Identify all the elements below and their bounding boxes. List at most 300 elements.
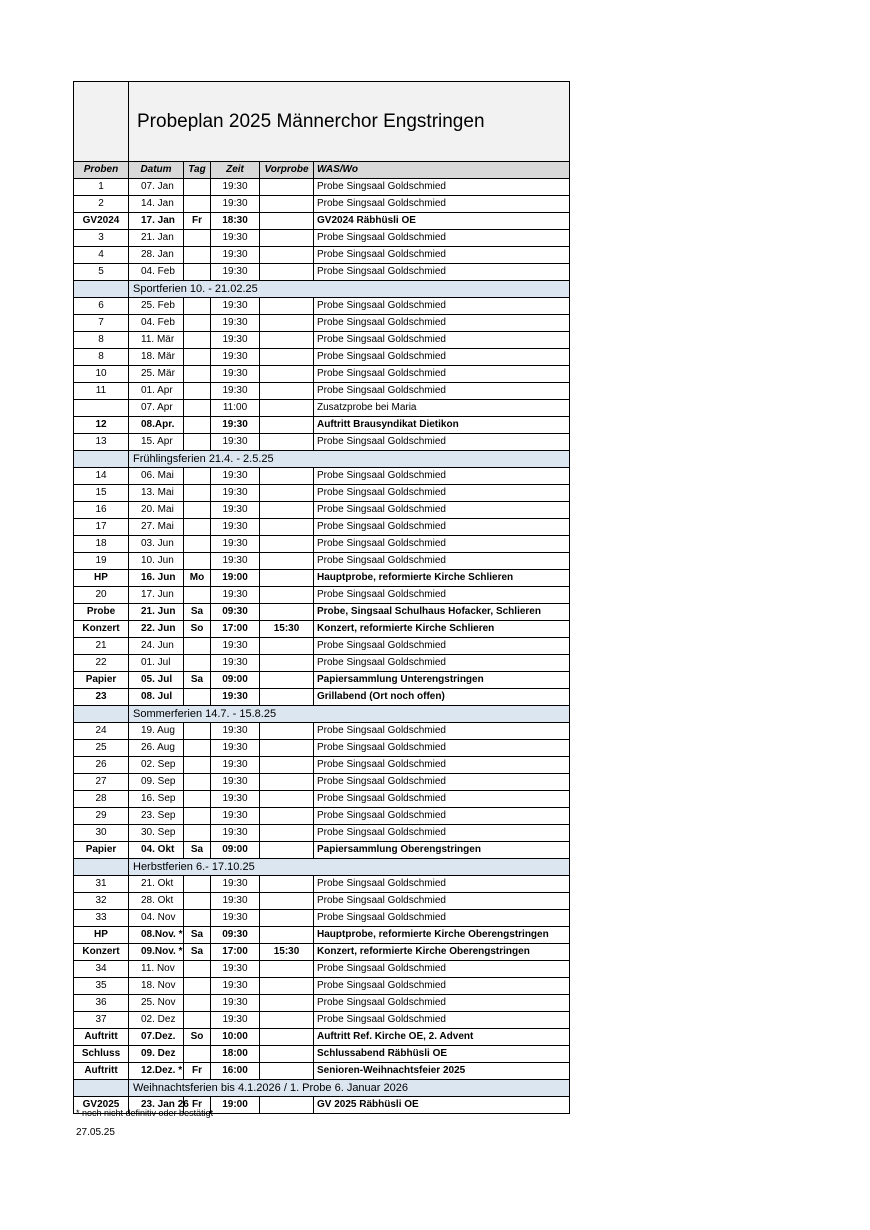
cell-datum: 13. Mai (129, 485, 184, 502)
holiday-blank-cell (74, 451, 129, 468)
cell-proben: 21 (74, 638, 129, 655)
cell-datum: 06. Mai (129, 468, 184, 485)
cell-proben: 19 (74, 553, 129, 570)
cell-proben: 2 (74, 196, 129, 213)
cell-zeit: 19:30 (211, 1012, 260, 1029)
cell-datum: 09. Sep (129, 774, 184, 791)
cell-datum: 09. Dez (129, 1046, 184, 1063)
cell-was: Probe Singsaal Goldschmied (314, 808, 570, 825)
cell-proben: 18 (74, 536, 129, 553)
cell-proben: 30 (74, 825, 129, 842)
schedule-table (73, 81, 570, 1114)
cell-proben: Papier (74, 842, 129, 859)
cell-zeit: 19:30 (211, 468, 260, 485)
cell-zeit: 19:30 (211, 961, 260, 978)
cell-vorprobe: 15:30 (260, 621, 314, 638)
cell-tag (184, 264, 211, 281)
cell-datum: 28. Jan (129, 247, 184, 264)
cell-zeit: 19:30 (211, 349, 260, 366)
cell-tag: Mo (184, 570, 211, 587)
holiday-row (74, 706, 570, 723)
cell-proben: 3 (74, 230, 129, 247)
cell-tag: Fr (184, 1097, 211, 1114)
cell-was: Auftritt Ref. Kirche OE, 2. Advent (314, 1029, 570, 1046)
cell-datum: 25. Nov (129, 995, 184, 1012)
cell-vorprobe (260, 723, 314, 740)
cell-tag (184, 740, 211, 757)
cell-datum: 21. Jan (129, 230, 184, 247)
table-row (74, 621, 570, 638)
cell-proben: 32 (74, 893, 129, 910)
cell-was: Senioren-Weihnachtsfeier 2025 (314, 1063, 570, 1080)
cell-vorprobe (260, 264, 314, 281)
holiday-label: Frühlingsferien 21.4. - 2.5.25 (129, 451, 570, 468)
cell-proben: 37 (74, 1012, 129, 1029)
cell-vorprobe (260, 519, 314, 536)
cell-was: GV 2025 Räbhüsli OE (314, 1097, 570, 1114)
cell-proben: 10 (74, 366, 129, 383)
cell-proben: 4 (74, 247, 129, 264)
cell-proben (74, 400, 129, 417)
cell-vorprobe (260, 417, 314, 434)
cell-datum: 21. Jun (129, 604, 184, 621)
cell-proben: 12 (74, 417, 129, 434)
cell-tag (184, 468, 211, 485)
cell-tag: Sa (184, 842, 211, 859)
header-proben: Proben (74, 162, 129, 179)
cell-zeit: 19:30 (211, 264, 260, 281)
cell-proben: 14 (74, 468, 129, 485)
cell-was: Probe Singsaal Goldschmied (314, 757, 570, 774)
cell-datum: 04. Feb (129, 315, 184, 332)
cell-zeit: 19:30 (211, 502, 260, 519)
table-row (74, 876, 570, 893)
cell-vorprobe (260, 910, 314, 927)
cell-zeit: 19:30 (211, 485, 260, 502)
cell-was: Papiersammlung Unterengstringen (314, 672, 570, 689)
cell-tag: Fr (184, 1063, 211, 1080)
cell-datum: 18. Mär (129, 349, 184, 366)
cell-vorprobe (260, 349, 314, 366)
cell-proben: Schluss (74, 1046, 129, 1063)
cell-datum: 28. Okt (129, 893, 184, 910)
cell-zeit: 19:30 (211, 876, 260, 893)
table-row (74, 825, 570, 842)
table-row (74, 485, 570, 502)
cell-vorprobe (260, 400, 314, 417)
table-row (74, 298, 570, 315)
cell-vorprobe (260, 1097, 314, 1114)
cell-was: Konzert, reformierte Kirche Oberengstringen (314, 944, 570, 961)
cell-proben: Konzert (74, 944, 129, 961)
table-row (74, 213, 570, 230)
cell-vorprobe (260, 434, 314, 451)
cell-datum: 16. Jun (129, 570, 184, 587)
cell-datum: 18. Nov (129, 978, 184, 995)
cell-zeit: 19:30 (211, 230, 260, 247)
cell-tag (184, 876, 211, 893)
cell-proben: 1 (74, 179, 129, 196)
cell-zeit: 10:00 (211, 1029, 260, 1046)
cell-was: Probe Singsaal Goldschmied (314, 485, 570, 502)
cell-was: Zusatzprobe bei Maria (314, 400, 570, 417)
holiday-blank-cell (74, 1080, 129, 1097)
cell-zeit: 19:00 (211, 1097, 260, 1114)
cell-vorprobe (260, 315, 314, 332)
cell-tag: Sa (184, 604, 211, 621)
cell-datum: 23. Sep (129, 808, 184, 825)
cell-zeit: 18:00 (211, 1046, 260, 1063)
cell-datum: 04. Feb (129, 264, 184, 281)
cell-tag (184, 332, 211, 349)
cell-was: Probe Singsaal Goldschmied (314, 893, 570, 910)
cell-was: GV2024 Räbhüsli OE (314, 213, 570, 230)
cell-zeit: 09:30 (211, 604, 260, 621)
cell-vorprobe (260, 757, 314, 774)
cell-proben: 34 (74, 961, 129, 978)
cell-zeit: 11:00 (211, 400, 260, 417)
cell-vorprobe (260, 638, 314, 655)
cell-zeit: 16:00 (211, 1063, 260, 1080)
cell-tag: Sa (184, 672, 211, 689)
cell-zeit: 19:30 (211, 366, 260, 383)
cell-zeit: 19:30 (211, 332, 260, 349)
table-row (74, 842, 570, 859)
cell-datum: 19. Aug (129, 723, 184, 740)
cell-datum: 08.Nov. * (129, 927, 184, 944)
cell-was: Probe Singsaal Goldschmied (314, 383, 570, 400)
cell-vorprobe (260, 604, 314, 621)
cell-vorprobe (260, 961, 314, 978)
cell-zeit: 19:30 (211, 689, 260, 706)
cell-proben: Auftritt (74, 1063, 129, 1080)
table-row (74, 740, 570, 757)
cell-proben: HP (74, 927, 129, 944)
table-row (74, 774, 570, 791)
cell-was: Probe Singsaal Goldschmied (314, 655, 570, 672)
cell-was: Probe Singsaal Goldschmied (314, 536, 570, 553)
cell-datum: 02. Sep (129, 757, 184, 774)
cell-datum: 11. Nov (129, 961, 184, 978)
table-row (74, 944, 570, 961)
holiday-blank-cell (74, 859, 129, 876)
cell-tag (184, 247, 211, 264)
table-row (74, 519, 570, 536)
table-row (74, 468, 570, 485)
cell-was: Probe Singsaal Goldschmied (314, 791, 570, 808)
table-row (74, 332, 570, 349)
cell-zeit: 19:30 (211, 519, 260, 536)
table-row (74, 434, 570, 451)
stand-date: 27.05.25 (76, 1127, 115, 1138)
cell-proben: 25 (74, 740, 129, 757)
holiday-label: Sommerferien 14.7. - 15.8.25 (129, 706, 570, 723)
cell-vorprobe (260, 876, 314, 893)
cell-zeit: 19:30 (211, 536, 260, 553)
cell-datum: 20. Mai (129, 502, 184, 519)
cell-tag: Sa (184, 944, 211, 961)
footnote: * noch nicht definitiv oder bestätigt (76, 1108, 214, 1118)
table-row (74, 536, 570, 553)
cell-zeit: 18:30 (211, 213, 260, 230)
cell-zeit: 19:30 (211, 434, 260, 451)
cell-zeit: 19:30 (211, 196, 260, 213)
cell-tag: Sa (184, 927, 211, 944)
cell-zeit: 19:30 (211, 757, 260, 774)
cell-datum: 14. Jan (129, 196, 184, 213)
table-row (74, 757, 570, 774)
cell-datum: 23. Jan 26 (129, 1097, 184, 1114)
cell-vorprobe (260, 179, 314, 196)
cell-tag (184, 1046, 211, 1063)
cell-zeit: 19:30 (211, 995, 260, 1012)
cell-was: Probe Singsaal Goldschmied (314, 910, 570, 927)
cell-tag (184, 638, 211, 655)
table-row (74, 723, 570, 740)
cell-tag (184, 961, 211, 978)
cell-zeit: 19:30 (211, 298, 260, 315)
cell-was: Probe Singsaal Goldschmied (314, 638, 570, 655)
cell-tag (184, 502, 211, 519)
holiday-row (74, 281, 570, 298)
table-row (74, 655, 570, 672)
cell-tag (184, 893, 211, 910)
cell-tag (184, 298, 211, 315)
table-row (74, 910, 570, 927)
cell-was: Schlussabend Räbhüsli OE (314, 1046, 570, 1063)
cell-vorprobe (260, 298, 314, 315)
cell-vorprobe (260, 587, 314, 604)
cell-tag (184, 825, 211, 842)
cell-vorprobe (260, 383, 314, 400)
cell-proben: 28 (74, 791, 129, 808)
cell-vorprobe (260, 366, 314, 383)
cell-vorprobe (260, 1063, 314, 1080)
cell-datum: 07.Dez. (129, 1029, 184, 1046)
cell-vorprobe (260, 230, 314, 247)
cell-datum: 10. Jun (129, 553, 184, 570)
cell-proben: 23 (74, 689, 129, 706)
cell-was: Probe Singsaal Goldschmied (314, 723, 570, 740)
table-row (74, 179, 570, 196)
cell-datum: 04. Okt (129, 842, 184, 859)
cell-datum: 02. Dez (129, 1012, 184, 1029)
cell-vorprobe (260, 791, 314, 808)
cell-tag (184, 689, 211, 706)
cell-vorprobe (260, 1046, 314, 1063)
cell-zeit: 19:30 (211, 808, 260, 825)
cell-was: Probe Singsaal Goldschmied (314, 978, 570, 995)
cell-was: Probe, Singsaal Schulhaus Hofacker, Schlieren (314, 604, 570, 621)
cell-tag (184, 315, 211, 332)
cell-was: Probe Singsaal Goldschmied (314, 1012, 570, 1029)
title-row (74, 82, 570, 162)
cell-datum: 01. Jul (129, 655, 184, 672)
cell-tag (184, 434, 211, 451)
cell-proben: Auftritt (74, 1029, 129, 1046)
cell-was: Probe Singsaal Goldschmied (314, 774, 570, 791)
header-tag: Tag (184, 162, 211, 179)
table-row (74, 349, 570, 366)
cell-was: Probe Singsaal Goldschmied (314, 298, 570, 315)
cell-was: Probe Singsaal Goldschmied (314, 587, 570, 604)
cell-was: Probe Singsaal Goldschmied (314, 468, 570, 485)
table-row (74, 604, 570, 621)
holiday-blank-cell (74, 706, 129, 723)
cell-was: Probe Singsaal Goldschmied (314, 230, 570, 247)
cell-was: Probe Singsaal Goldschmied (314, 264, 570, 281)
cell-tag (184, 1012, 211, 1029)
holiday-row (74, 451, 570, 468)
cell-tag (184, 519, 211, 536)
cell-datum: 12.Dez. * (129, 1063, 184, 1080)
cell-proben: 22 (74, 655, 129, 672)
cell-tag (184, 655, 211, 672)
cell-vorprobe (260, 485, 314, 502)
cell-tag (184, 349, 211, 366)
cell-was: Hauptprobe, reformierte Kirche Oberengstringen (314, 927, 570, 944)
cell-zeit: 19:30 (211, 587, 260, 604)
table-row (74, 587, 570, 604)
cell-was: Probe Singsaal Goldschmied (314, 315, 570, 332)
cell-vorprobe (260, 774, 314, 791)
table-row (74, 196, 570, 213)
cell-was: Probe Singsaal Goldschmied (314, 961, 570, 978)
cell-vorprobe (260, 995, 314, 1012)
cell-was: Grillabend (Ort noch offen) (314, 689, 570, 706)
cell-vorprobe (260, 553, 314, 570)
cell-proben: 29 (74, 808, 129, 825)
cell-was: Probe Singsaal Goldschmied (314, 196, 570, 213)
cell-was: Auftritt Brausyndikat Dietikon (314, 417, 570, 434)
cell-proben: 15 (74, 485, 129, 502)
cell-proben: 7 (74, 315, 129, 332)
cell-zeit: 19:30 (211, 247, 260, 264)
cell-zeit: 19:30 (211, 910, 260, 927)
cell-tag (184, 383, 211, 400)
cell-proben: 35 (74, 978, 129, 995)
cell-was: Probe Singsaal Goldschmied (314, 553, 570, 570)
holiday-blank-cell (74, 281, 129, 298)
table-row (74, 791, 570, 808)
cell-proben: GV2025 (74, 1097, 129, 1114)
cell-vorprobe (260, 672, 314, 689)
cell-was: Probe Singsaal Goldschmied (314, 179, 570, 196)
title-corner-cell (74, 82, 129, 162)
cell-proben: 17 (74, 519, 129, 536)
cell-tag (184, 978, 211, 995)
cell-zeit: 17:00 (211, 944, 260, 961)
table-row (74, 315, 570, 332)
cell-tag (184, 417, 211, 434)
cell-vorprobe (260, 247, 314, 264)
cell-tag (184, 757, 211, 774)
cell-proben: 36 (74, 995, 129, 1012)
cell-tag: So (184, 1029, 211, 1046)
cell-datum: 11. Mär (129, 332, 184, 349)
cell-vorprobe (260, 689, 314, 706)
table-row (74, 961, 570, 978)
cell-datum: 08. Jul (129, 689, 184, 706)
cell-tag (184, 366, 211, 383)
table-row (74, 1063, 570, 1080)
cell-vorprobe (260, 655, 314, 672)
cell-was: Probe Singsaal Goldschmied (314, 332, 570, 349)
cell-zeit: 19:30 (211, 383, 260, 400)
cell-datum: 08.Apr. (129, 417, 184, 434)
header-vorprobe: Vorprobe (260, 162, 314, 179)
cell-proben: GV2024 (74, 213, 129, 230)
table-row (74, 995, 570, 1012)
cell-tag (184, 995, 211, 1012)
cell-proben: 31 (74, 876, 129, 893)
cell-vorprobe (260, 808, 314, 825)
cell-datum: 04. Nov (129, 910, 184, 927)
cell-proben: 27 (74, 774, 129, 791)
page-title: Probeplan 2025 Männerchor Engstringen (129, 82, 570, 162)
table-row (74, 1029, 570, 1046)
cell-zeit: 09:00 (211, 842, 260, 859)
table-row (74, 672, 570, 689)
holiday-label: Herbstferien 6.- 17.10.25 (129, 859, 570, 876)
cell-datum: 17. Jun (129, 587, 184, 604)
cell-zeit: 19:30 (211, 638, 260, 655)
cell-zeit: 19:30 (211, 417, 260, 434)
cell-was: Probe Singsaal Goldschmied (314, 876, 570, 893)
cell-datum: 27. Mai (129, 519, 184, 536)
table-row (74, 247, 570, 264)
cell-was: Konzert, reformierte Kirche Schlieren (314, 621, 570, 638)
cell-zeit: 09:00 (211, 672, 260, 689)
cell-vorprobe (260, 570, 314, 587)
cell-proben: 8 (74, 332, 129, 349)
cell-proben: 11 (74, 383, 129, 400)
cell-vorprobe (260, 978, 314, 995)
cell-proben: Konzert (74, 621, 129, 638)
cell-tag (184, 400, 211, 417)
cell-vorprobe (260, 213, 314, 230)
cell-tag: Fr (184, 213, 211, 230)
cell-vorprobe (260, 740, 314, 757)
cell-datum: 01. Apr (129, 383, 184, 400)
table-row (74, 893, 570, 910)
table-row (74, 638, 570, 655)
table-row (74, 808, 570, 825)
cell-zeit: 19:30 (211, 723, 260, 740)
cell-datum: 25. Feb (129, 298, 184, 315)
cell-zeit: 17:00 (211, 621, 260, 638)
cell-tag (184, 536, 211, 553)
cell-vorprobe (260, 468, 314, 485)
cell-tag (184, 179, 211, 196)
holiday-row (74, 859, 570, 876)
cell-datum: 05. Jul (129, 672, 184, 689)
cell-tag (184, 230, 211, 247)
cell-vorprobe: 15:30 (260, 944, 314, 961)
cell-zeit: 19:30 (211, 740, 260, 757)
cell-was: Probe Singsaal Goldschmied (314, 502, 570, 519)
cell-proben: 8 (74, 349, 129, 366)
table-row (74, 400, 570, 417)
cell-datum: 22. Jun (129, 621, 184, 638)
cell-vorprobe (260, 1029, 314, 1046)
cell-zeit: 09:30 (211, 927, 260, 944)
cell-vorprobe (260, 196, 314, 213)
cell-datum: 16. Sep (129, 791, 184, 808)
table-row (74, 1046, 570, 1063)
header-zeit: Zeit (211, 162, 260, 179)
cell-zeit: 19:30 (211, 553, 260, 570)
